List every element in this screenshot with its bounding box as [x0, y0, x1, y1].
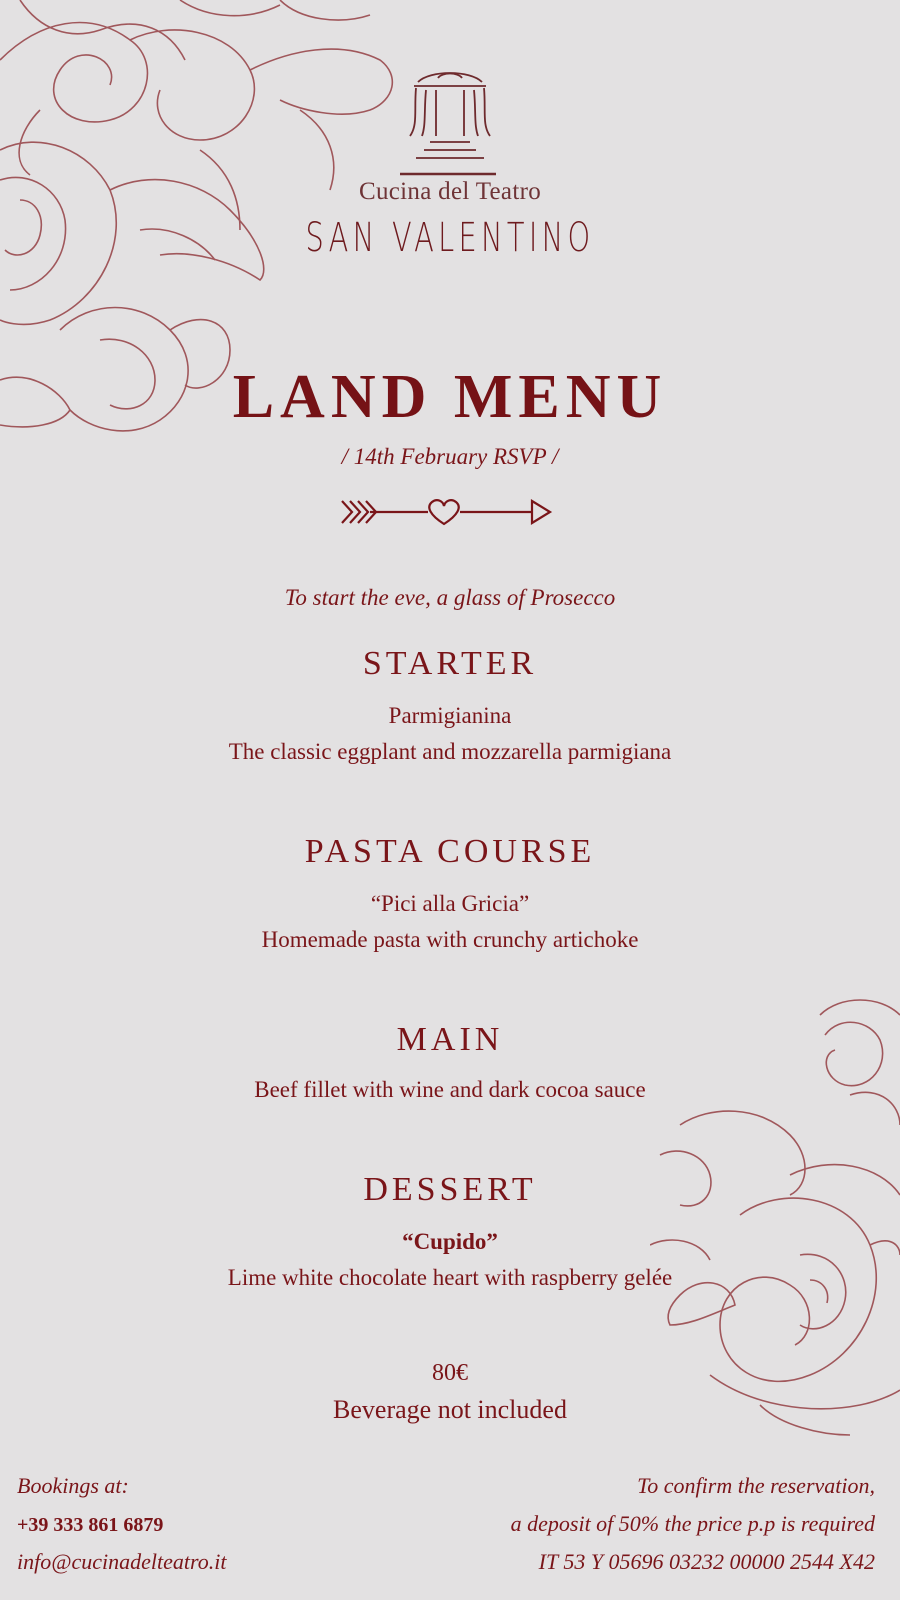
beverage-note: Beverage not included [333, 1395, 567, 1424]
restaurant-name: Cucina del Teatro [359, 178, 541, 205]
course-heading-dessert: DESSERT [363, 1171, 537, 1208]
dish-name: Parmigianina [388, 703, 512, 728]
dish-description: Beef fillet with wine and dark cocoa sauce [254, 1077, 646, 1102]
iban: IT 53 Y 05696 03232 00000 2544 X42 [538, 1549, 875, 1574]
menu-title: LAND MENU [232, 363, 668, 431]
course-heading-pasta: PASTA COURSE [304, 833, 596, 870]
intro-line: To start the eve, a glass of Prosecco [284, 585, 616, 610]
bookings-label: Bookings at: [17, 1473, 129, 1498]
dish-description: Lime white chocolate heart with raspberry gelée [227, 1265, 673, 1290]
date-line: / 14th February RSVP / [341, 444, 559, 469]
deposit-note-line1: To confirm the reservation, [637, 1473, 875, 1498]
price: 80€ [432, 1360, 468, 1386]
course-heading-main: MAIN [396, 1021, 504, 1058]
course-heading-starter: STARTER [362, 645, 538, 682]
theatre-stage-icon [400, 70, 500, 180]
deposit-note-line2: a deposit of 50% the price p.p is required [510, 1511, 875, 1536]
dish-description: Homemade pasta with crunchy artichoke [261, 927, 639, 952]
email-link[interactable]: info@cucinadelteatro.it [17, 1549, 227, 1574]
arrow-heart-icon [340, 497, 560, 527]
dish-name: “Cupido” [402, 1229, 498, 1254]
event-subtitle: SAN VALENTINO [305, 215, 595, 261]
dish-description: The classic eggplant and mozzarella parmigiana [228, 739, 672, 764]
dish-name: “Pici alla Gricia” [370, 891, 530, 916]
phone-link[interactable]: +39 333 861 6879 [17, 1514, 164, 1536]
